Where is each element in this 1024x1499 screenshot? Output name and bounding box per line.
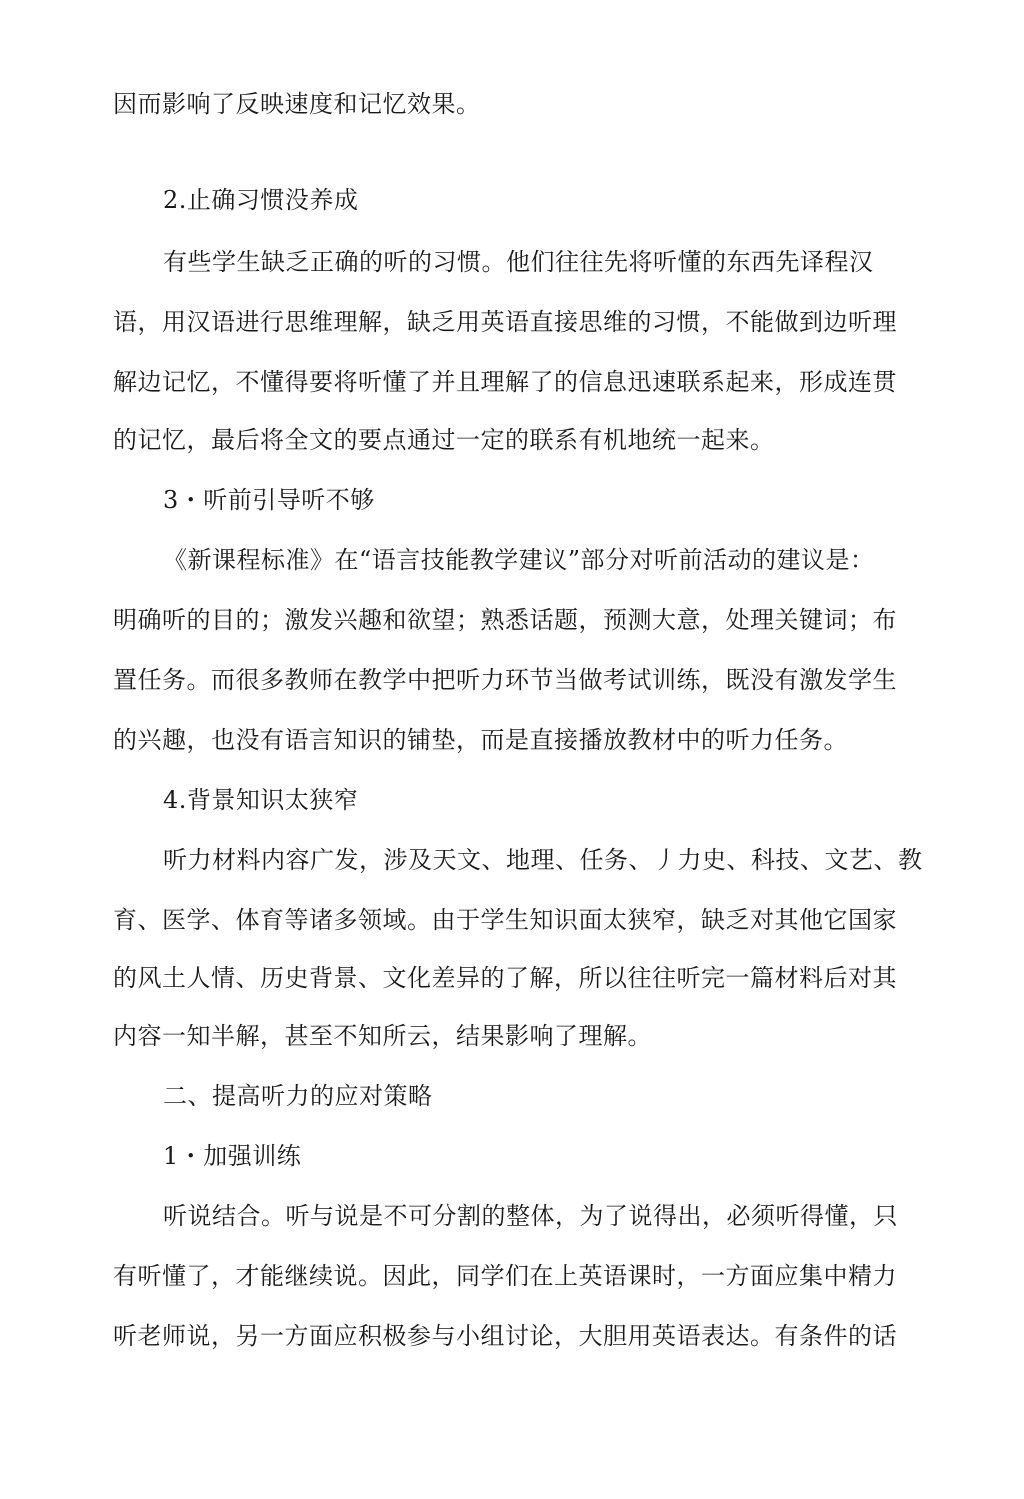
section-heading-habits: 2.止确习惯没养成 (163, 186, 359, 214)
paragraph-line-continued: 因而影响了反映速度和记忆效果。 (113, 90, 481, 118)
paragraph-line: 《新课程标准》在“语言技能教学建议”部分对听前活动的建议是： (163, 546, 875, 574)
paragraph-line: 明确听的目的；激发兴趣和欲望；熟悉话题，预测大意，处理关键词；布 (113, 606, 897, 634)
paragraph-line: 有听懂了，才能继续说。因此，同学们在上英语课时，一方面应集中精力 (113, 1262, 897, 1290)
section-heading-prelisten: 3・听前引导听不够 (163, 486, 375, 514)
paragraph-line: 听说结合。听与说是不可分割的整体，为了说得出，必须听得懂，只 (163, 1202, 898, 1230)
paragraph-line: 有些学生缺乏正确的听的习惯。他们往往先将听懂的东西先译程汉 (163, 248, 874, 276)
paragraph-line: 育、医学、体育等诸多领域。由于学生知识面太狭窄，缺乏对其他它国家 (113, 906, 897, 934)
paragraph-line: 的风土人情、历史背景、文化差异的了解，所以往往听完一篇材料后对其 (113, 964, 897, 992)
paragraph-line: 语，用汉语进行思维理解，缺乏用英语直接思维的习惯，不能做到边听理 (113, 308, 897, 336)
paragraph-line: 置任务。而很多教师在教学中把听力环节当做考试训练，既没有激发学生 (113, 666, 897, 694)
paragraph-line: 的记忆，最后将全文的要点通过一定的联系有机地统一起来。 (113, 426, 775, 454)
paragraph-line: 内容一知半解，甚至不知所云，结果影响了理解。 (113, 1022, 652, 1050)
section-heading-strategies: 二、提高听力的应对策略 (163, 1082, 433, 1110)
paragraph-line: 听老师说，另一方面应积极参与小组讨论，大胆用英语表达。有条件的话 (113, 1322, 897, 1350)
section-heading-training: 1・加强训练 (163, 1142, 302, 1170)
paragraph-line: 听力材料内容广发，涉及天文、地理、任务、丿力史、科技、文艺、教 (163, 846, 923, 874)
paragraph-line: 解边记忆，不懂得要将听懂了并且理解了的信息迅速联系起来，形成连贯 (113, 368, 897, 396)
paragraph-line: 的兴趣，也没有语言知识的铺垫，而是直接播放教材中的听力任务。 (113, 726, 848, 754)
section-heading-background: 4.背景知识太狭窄 (163, 786, 359, 814)
